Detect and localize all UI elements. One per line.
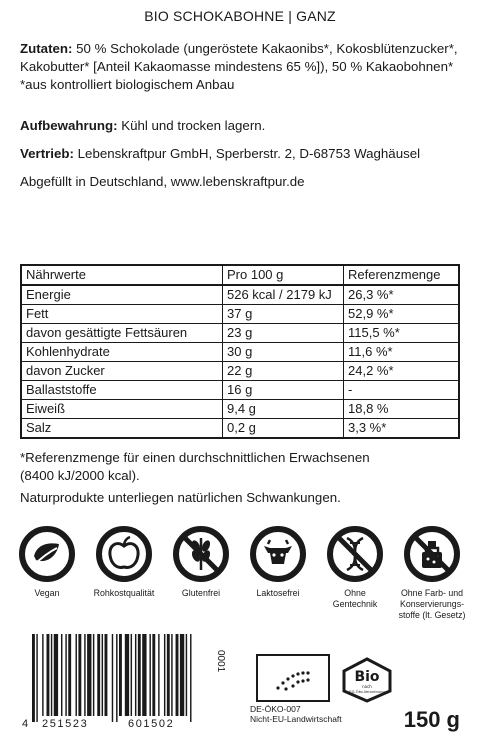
bio-seal-sub-1: nach	[362, 684, 372, 689]
barcode-bar	[84, 634, 85, 716]
nutrient-name: Eiweiß	[21, 400, 223, 419]
vegan-icon	[19, 526, 75, 582]
vegan-badge	[12, 526, 82, 599]
barcode-bar	[171, 634, 172, 716]
table-row	[21, 343, 459, 362]
net-weight: 150 g	[403, 707, 460, 732]
ingredients-label: Zutaten:	[20, 41, 73, 56]
nutrient-amount: 23 g	[223, 324, 344, 343]
icon-caption: Ohne Gentechnik	[332, 588, 378, 609]
nutrient-name: Energie	[21, 285, 223, 305]
nutrient-amount: 526 kcal / 2179 kJ	[223, 285, 344, 305]
barcode-bar	[102, 634, 103, 716]
storage-text: Kühl und trocken lagern.	[117, 118, 266, 133]
storage-label: Aufbewahrung:	[20, 118, 118, 133]
nutrition-table	[20, 264, 460, 439]
bottled-line: Abgefüllt in Deutschland, www.lebenskraftpur.de	[20, 174, 305, 189]
barcode-bar	[164, 634, 165, 716]
barcode-bar	[36, 634, 37, 722]
barcode-bar	[51, 634, 52, 716]
distribution-line	[20, 145, 465, 163]
barcode-side-code: 0001	[215, 650, 226, 673]
natural-variation-note: Naturprodukte unterliegen natürlichen Schwankungen.	[20, 490, 341, 505]
barcode-bar	[152, 634, 155, 716]
no-additives-badge	[397, 526, 467, 621]
no-gmo-badge	[320, 526, 390, 610]
icon-caption: Ohne Farb- und Konservierungs- stoffe (lt. Gesetz)	[398, 588, 466, 620]
ingredients-line-1: 50 % Schokolade (ungeröstete Kakaonibs*, Kokosblütenzucker*,	[72, 41, 458, 56]
barcode-bar	[131, 634, 132, 716]
barcode-group-left: 251523	[42, 718, 89, 730]
nutrient-reference: 26,3 %*	[344, 285, 460, 305]
nutrient-reference: 3,3 %*	[344, 419, 460, 439]
barcode-bar	[186, 634, 187, 716]
table-row	[21, 400, 459, 419]
no-gmo-icon	[327, 526, 383, 582]
barcode-bar	[76, 634, 77, 716]
barcode-bar	[42, 634, 43, 716]
reference-footnote	[20, 449, 465, 485]
nutrient-name: Kohlenhydrate	[21, 343, 223, 362]
barcode-bar	[54, 634, 58, 716]
barcode-bar	[61, 634, 62, 716]
nutrient-amount: 16 g	[223, 381, 344, 400]
barcode-bar	[125, 634, 129, 716]
barcode-bar	[105, 634, 108, 716]
footnote-line-1: *Referenzmenge für einen durchschnittlichen Erwachsenen	[20, 450, 370, 465]
gluten-free-icon	[173, 526, 229, 582]
table-row	[21, 324, 459, 343]
distribution-text: Lebenskraftpur GmbH, Sperberstr. 2, D-68753 Waghäusel	[73, 146, 421, 161]
table-row	[21, 362, 459, 381]
nutrient-reference: 115,5 %*	[344, 324, 460, 343]
barcode-bar	[87, 634, 91, 716]
nutrition-header-row	[21, 265, 459, 285]
nutrient-amount: 30 g	[223, 343, 344, 362]
icon-caption: Vegan	[34, 588, 60, 598]
barcode-bar	[149, 634, 150, 716]
product-title: BIO SCHOKABOHNE | GANZ	[144, 8, 336, 24]
nutrient-reference: 24,2 %*	[344, 362, 460, 381]
barcode-bar	[142, 634, 146, 716]
barcode-bar	[65, 634, 66, 716]
barcode-bar	[190, 634, 191, 722]
nutrient-amount: 37 g	[223, 305, 344, 324]
nutrient-name: Salz	[21, 419, 223, 439]
nutrient-amount: 9,4 g	[223, 400, 344, 419]
barcode-bar	[93, 634, 94, 716]
ingredients-line-2: Kakobutter* [Anteil Kakaomasse mindestens 65 %]), 50 % Kakaobohnen*	[20, 59, 454, 74]
icon-caption: Laktosefrei	[256, 588, 300, 598]
lactose-free-badge	[243, 526, 313, 599]
barcode-digit-first: 4	[22, 718, 30, 730]
eu-leaf-icon	[258, 656, 328, 700]
no-additives-icon	[404, 526, 460, 582]
nutrient-reference: 11,6 %*	[344, 343, 460, 362]
bio-seal-icon	[340, 657, 394, 703]
nutrient-reference: 52,9 %*	[344, 305, 460, 324]
barcode-bar	[135, 634, 136, 716]
eu-origin: Nicht-EU-Landwirtschaft	[250, 714, 342, 724]
table-row	[21, 419, 459, 439]
nutrient-name: Ballaststoffe	[21, 381, 223, 400]
lactose-free-icon	[250, 526, 306, 582]
table-row	[21, 305, 459, 324]
nutrient-reference: 18,8 %	[344, 400, 460, 419]
eu-organic-code	[250, 704, 342, 724]
nutrient-name: davon gesättigte Fettsäuren	[21, 324, 223, 343]
barcode-bar	[78, 634, 81, 716]
nutrient-name: davon Zucker	[21, 362, 223, 381]
barcode-bar	[176, 634, 179, 716]
nutrition-header: Pro 100 g	[223, 265, 344, 285]
nutrient-amount: 0,2 g	[223, 419, 344, 439]
table-row	[21, 285, 459, 305]
eu-organic-logo	[256, 654, 330, 702]
bio-seal-text: Bio	[354, 669, 380, 685]
ingredients-line-3: *aus kontrolliert biologischem Anbau	[20, 77, 235, 92]
barcode-bar	[97, 634, 100, 716]
barcode-bar	[180, 634, 184, 716]
gluten-free-badge	[166, 526, 236, 599]
footnote-line-2: (8400 kJ/2000 kcal).	[20, 468, 140, 483]
barcode-bar	[32, 634, 35, 722]
raw-quality-icon	[96, 526, 152, 582]
barcode-bar	[112, 634, 113, 722]
barcode-group-right: 601502	[128, 718, 175, 730]
nutrition-header: Nährwerte	[21, 265, 223, 285]
nutrient-reference: -	[344, 381, 460, 400]
raw-quality-badge	[89, 526, 159, 599]
barcode-bar	[116, 634, 117, 722]
icon-caption: Rohkostqualität	[93, 588, 155, 598]
table-row	[21, 381, 459, 400]
bio-seal-sub-2: EG-Öko-Verordnung	[349, 690, 385, 694]
nutrient-amount: 22 g	[223, 362, 344, 381]
eu-control-code: DE-ÖKO-007	[250, 704, 301, 714]
nutrition-header: Referenzmenge	[344, 265, 460, 285]
barcode-bar	[47, 634, 50, 716]
barcode-bar	[119, 634, 122, 716]
ingredients-block	[20, 40, 465, 94]
icon-caption: Glutenfrei	[181, 588, 221, 598]
barcode-bar	[138, 634, 141, 716]
ean-barcode	[20, 632, 225, 732]
storage-line	[20, 117, 465, 135]
barcode-bar	[68, 634, 71, 716]
distribution-label: Vertrieb:	[20, 146, 74, 161]
barcode-bar	[158, 634, 159, 716]
barcode-bar	[167, 634, 170, 716]
nutrient-name: Fett	[21, 305, 223, 324]
